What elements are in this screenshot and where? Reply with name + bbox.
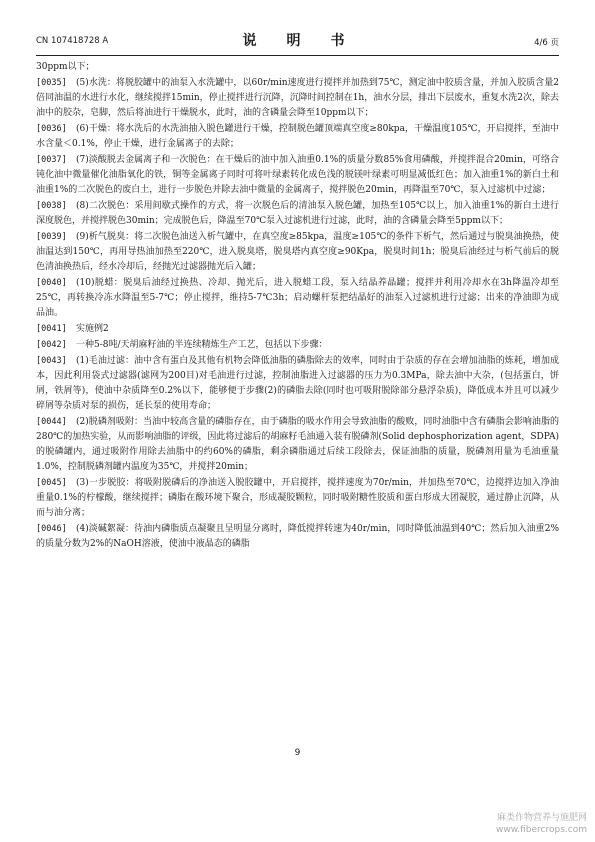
document-title: 说 明 书 [242,33,353,49]
paragraph-number: [0042] [36,340,67,350]
paragraph-text: (8)二次脱色：采用间歇式操作的方式，将一次脱色后的清油泵入脱色罐，加热至105℃以上，加入油重1%的新白土进行深度脱色，并搅拌脱色30min；完成脱色后，降温至70℃泵入过滤机进行过滤，此时，油的含磷量会降至5ppm以下； [36,201,559,226]
paragraph [36,153,559,198]
paragraph-number: [0046] [36,524,67,534]
paragraph-text: 一种5-8吨/天胡麻籽油的半连续精炼生产工艺，包括以下步骤： [76,340,328,350]
paragraph-text: (1)毛油过滤：油中含有蛋白及其他有机物会降低油脂的磷脂除去的效率，同时由于杂质的存在会增加油脂的炼耗，增加成本，因此利用袋式过滤器(滤网为200目)对毛油进行过滤，控制油脂进入过滤器的压力为0.3MPa，除去油中大杂，(包括蛋白，饼屑，铁屑等)，使油中杂质降至0.2%以下，能够便于步骤(2)的磷脂去除(同时也可吸附脱除部分悬浮杂质)，降低成本并且可以减少碎屑等杂质对泵的损伤，延长泵的使用寿命； [36,356,559,411]
paragraph-number: [0036] [36,124,67,134]
paragraph-number: [0035] [36,78,67,88]
intro-line: 30ppm以下； [36,62,95,72]
paragraph-text: (7)淡酸脱去金属离子和一次脱色：在干燥后的油中加入油重0.1%的质量分数85%食用磷酸，并搅拌混合20min，可络合钝化油中微量催化油脂氧化的铁，铜等金属离子同时可将叶绿素转化成色浅的脱镁叶绿素可明显减低红色；加入油重1%的新白土和油重1%的二次脱色的废白土，进行一步脱色并除去油中微量的金属离子，搅拌脱色20min，再降温至70℃，泵入过滤机中过滤； [36,155,559,195]
watermark-line-2: www.fibercrops.com [496,825,587,835]
paragraph-text: (3)一步脱胶：将吸附脱磷后的净油送入脱胶罐中，开启搅拌，搅拌速度为70r/min，并加热至70℃，边搅拌边加入净油重量0.1%的柠檬酸，继续搅拌；磷脂在酸环境下聚合，形成凝胶颗粒，同时吸附糖性胶质和蛋白形成大团凝胶，通过静止沉降，从而与油分离； [36,478,559,518]
paragraph-text: (10)脱蜡：脱臭后油经过换热、冷却、抛光后，进入脱蜡工段，泵入结晶养晶罐；搅拌并利用冷却水在3h降温冷却至25℃，再转换冷冻水降温至5-7℃；停止搅拌，维持5-7℃3h；启动螺杆泵把结晶好的油泵入过滤机进行过滤；出来的净油即为成品油。 [36,278,559,318]
paragraph-text: (5)水洗：将脱胶罐中的油泵入水洗罐中，以60r/min速度进行搅拌并加热到75℃，测定油中胶质含量，并加入胶质含量2倍同油温的水进行水化，继续搅拌15min，停止搅拌进行沉降，沉降时间控制在1h，油水分层，排出下层废水，重复水洗2次，除去油中的胶杂，皂脚，然后将油进行干燥脱水，此时，油的含磷量会降至10ppm以下； [36,78,559,118]
document-body [36,60,559,553]
paragraph [36,322,559,337]
paragraph-number: [0043] [36,356,67,366]
paragraph [36,122,559,152]
paragraph [36,199,559,229]
paragraph [36,76,559,121]
paragraph-text: 实施例2 [76,324,109,334]
paragraph-number: [0044] [36,417,67,427]
paragraph-number: [0041] [36,324,67,334]
watermark-line-1: 麻类作物营养与施肥网 [496,813,587,823]
paragraph-text: (4)淡碱絮凝：待油内磷脂质点凝聚且呈明显分离时，降低搅拌转速为40r/min，同时降低油温到40℃；然后加入油重2%的质量分数为2%的NaOH溶液，使油中液晶态的磷脂 [36,524,559,549]
paragraph-number: [0039] [36,232,67,242]
paragraph-number: [0040] [36,278,67,288]
paragraph [36,476,559,521]
page-header [36,30,559,50]
paragraph [36,230,559,275]
page-number: 9 [294,748,301,758]
patent-number: CN 107418728 A [36,36,109,46]
paragraph-number: [0038] [36,201,67,211]
paragraph [36,522,559,552]
paragraph [36,276,559,321]
watermark [496,812,587,836]
paragraph-text: (9)析气脱臭：将二次脱色油送入析气罐中，在真空度≥85kpa，温度≥105℃的条件下析气，然后通过与脱臭油换热，使油温达到150℃，再用导热油加热至220℃，进入脱臭塔，脱臭塔内真空度≥90Kpa，脱臭时间1h；脱臭后油经过与析气前后的脱色清油换热后，经水冷却后，经抛光过滤器抛光后入罐； [36,232,559,272]
paragraph [36,415,559,475]
paragraph [36,354,559,414]
paragraph-text: (6)干燥：将水洗后的水洗油抽入脱色罐进行干燥，控制脱色罐顶端真空度≥80kpa，干燥温度105℃，开启搅拌，至油中水含量＜0.1%，停止干燥，进行金属离子的去除； [36,124,559,149]
paragraph-text: (2)脱磷剂吸附：当油中较高含量的磷脂存在，由于磷脂的吸水作用会导致油脂的酸败，同时油脂中含有磷脂会影响油脂的280℃的加热实验，从而影响油脂的评级，因此将过滤后的胡麻籽毛油通入装有脱磷剂(Solid dephosphorization agent，SDPA)的脱磷罐内，通过吸附作用除去油脂中的约60%的磷脂，剩余磷脂通过后续工段除去，保证油脂的质量，脱磷剂用量为毛油重量1.0%，控制脱磷剂罐内温度为35℃，并搅拌20min； [36,417,559,472]
paragraph-number: [0045] [36,478,67,488]
paragraph-number: [0037] [36,155,67,165]
header-rule [36,55,559,56]
page-info: 4/6 页 [534,38,559,48]
paragraph [36,338,559,353]
